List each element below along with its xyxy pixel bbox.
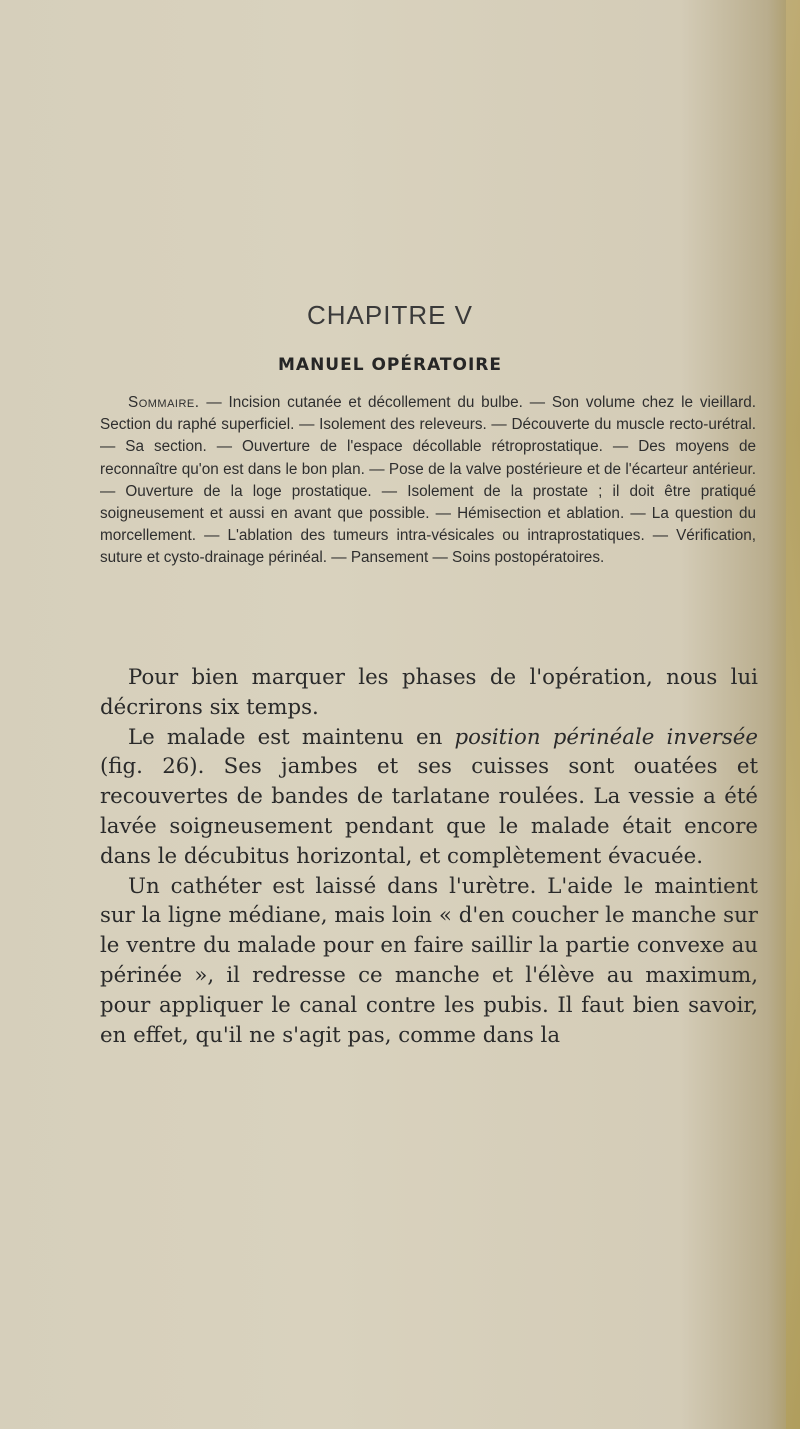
page-edge xyxy=(786,0,800,1429)
paragraph-2-end: (fig. 26). Ses jambes et ses cuisses sont ouatées et recouvertes de bandes de tarlatane roulées. La vessie a été lavée soigneusement pendant que le malade était encore dans le décubitus horizontal, et complètement évacuée. xyxy=(100,754,758,869)
chapter-heading: CHAPITRE V xyxy=(306,300,474,330)
paragraph-2 xyxy=(100,723,758,872)
body-text xyxy=(100,663,758,1050)
paragraph-2-start: Le malade est maintenu en xyxy=(128,724,455,750)
summary-text: — Incision cutanée et décollement du bulbe. — Son volume chez le vieillard. Section du raphé superficiel. — Isolement des releveurs. — Découverte du muscle recto-urétral. — Sa section. — Ouverture de l'espace décollable rétroprostatique. — Des moyens de reconnaître qu'on est dans le bon plan. — Pose de la valve postérieure et de l'écarteur antérieur. — Ouverture de la loge prostatique. — Isolement de la prostate ; il doit être pratiqué soigneusement et aussi en avant que possible. — Hémisection et ablation. — La question du morcellement. — L'ablation des tumeurs intra-vésicales ou intraprostatiques. — Vérification, suture et cysto-drainage périnéal. — Pansement — Soins postopératoires. xyxy=(100,394,756,567)
paragraph-1: Pour bien marquer les phases de l'opération, nous lui décrirons six temps. xyxy=(100,665,758,720)
paragraph-3: Un cathéter est laissé dans l'urètre. L'aide le maintient sur la ligne médiane, mais loin « d'en coucher le manche sur le ventre du malade pour en faire saillir la partie convexe au périnée », il redresse ce manche et l'élève au maximum, pour appliquer le canal contre les pubis. Il faut bien savoir, en effet, qu'il ne s'agit pas, comme dans la xyxy=(100,873,758,1048)
section-title: MANUEL OPÉRATOIRE xyxy=(278,355,502,375)
paragraph-2-italic: position périnéale inversée xyxy=(454,724,758,750)
summary-lead: Sommaire. xyxy=(128,394,200,411)
chapter-summary xyxy=(100,392,756,570)
